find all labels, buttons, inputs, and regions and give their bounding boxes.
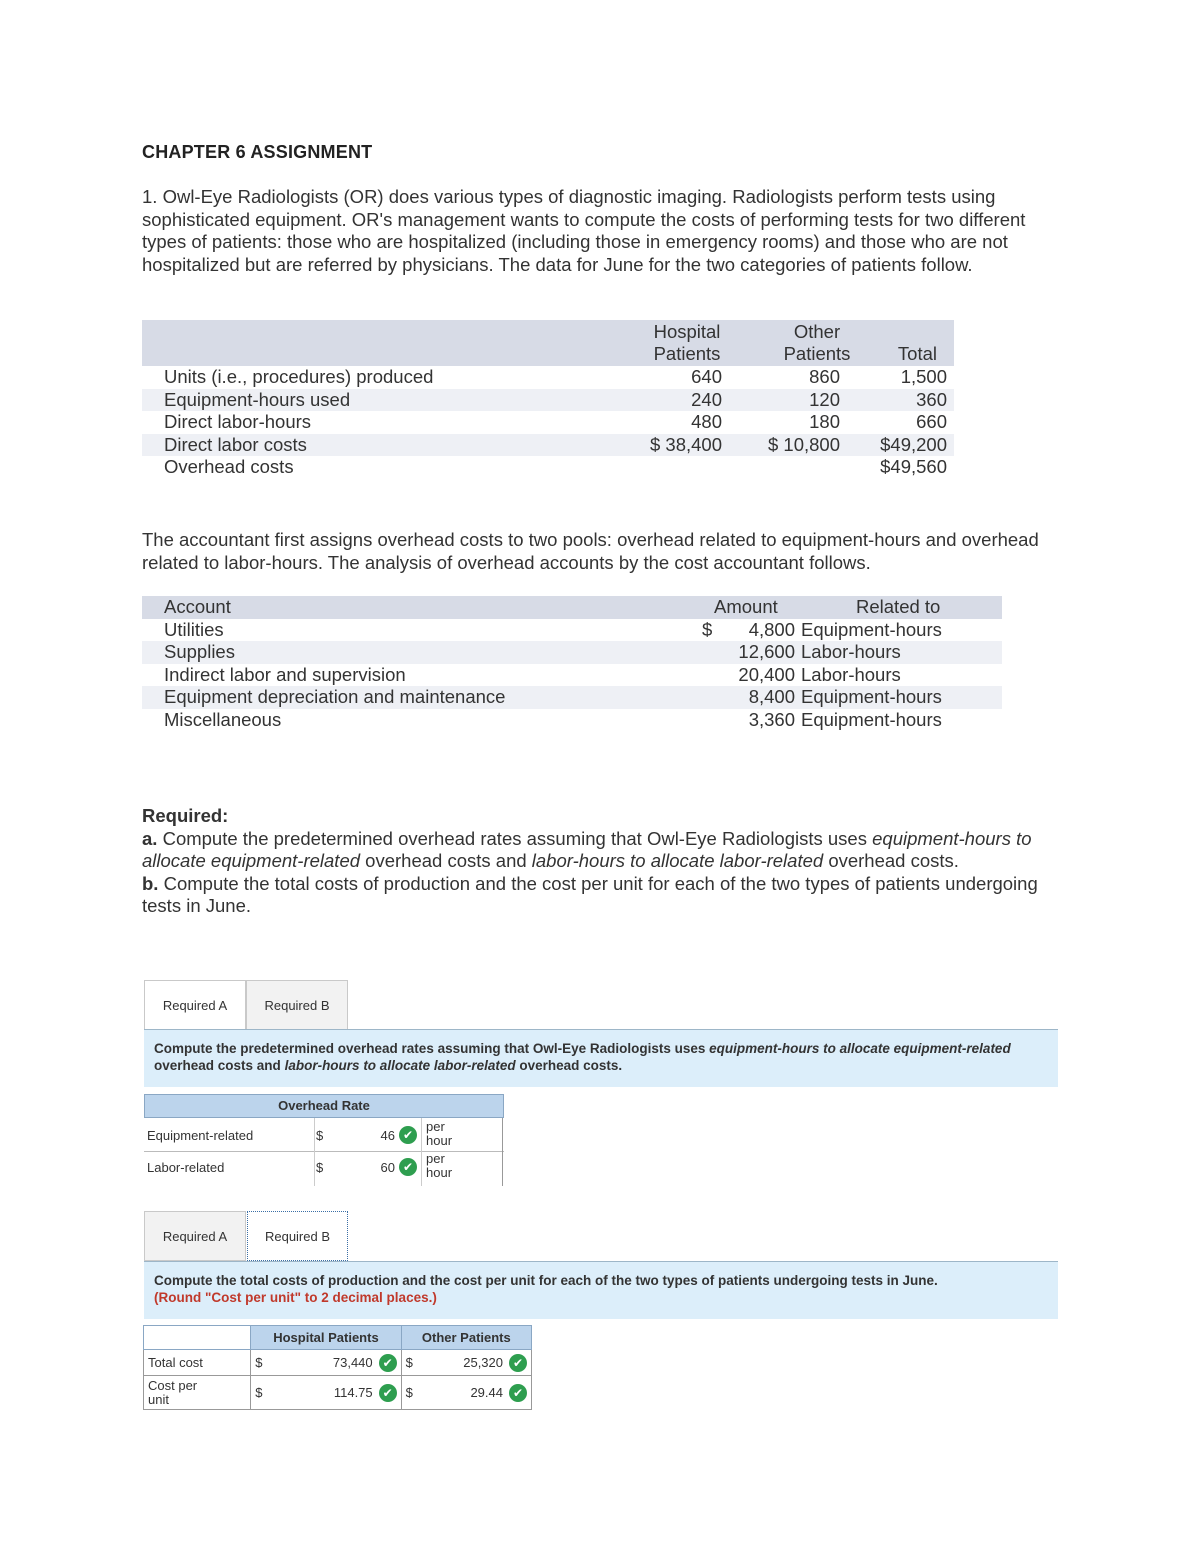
rate-row-labor: [144, 1152, 504, 1186]
other-value: 120: [809, 388, 840, 410]
check-icon: ✔: [509, 1384, 527, 1402]
instr-text: Compute the predetermined overhead rates assuming that Owl-Eye Radiologists uses: [154, 1041, 706, 1056]
amount-value: 20,400: [738, 663, 795, 685]
overhead-rate-header: Overhead Rate: [144, 1094, 504, 1118]
patient-row: [142, 434, 954, 457]
rate-row-equipment: [144, 1118, 504, 1152]
rate-input[interactable]: [314, 1152, 422, 1186]
other-value: 860: [809, 366, 840, 387]
dollar-sign: $: [255, 1355, 263, 1370]
unit-per: per: [426, 1151, 445, 1166]
total-value: $49,560: [880, 456, 947, 478]
overhead-row: [142, 664, 1002, 687]
rate-value: 46: [380, 1128, 395, 1143]
patient-row: [142, 366, 954, 389]
dollar-sign: $: [316, 1160, 324, 1175]
other-value: 180: [809, 411, 840, 433]
hospital-value: 480: [691, 411, 722, 433]
label-line: Cost per: [148, 1377, 198, 1393]
col-other-patients: Other Patients: [401, 1326, 531, 1350]
cost-row-label: Total cost: [144, 1350, 251, 1376]
required-b-text: Compute the total costs of production and the cost per unit for each of the two types of patients undergoing tests in June.: [142, 872, 1038, 917]
dollar-sign: $: [405, 1385, 413, 1400]
other-value: $ 10,800: [767, 433, 840, 455]
hospital-value: 240: [691, 388, 722, 410]
tab-required-a[interactable]: Required A: [144, 1211, 246, 1261]
total-value: 1,500: [900, 366, 947, 387]
intro-paragraph: 1. Owl-Eye Radiologists (OR) does various types of diagnostic imaging. Radiologists perform tests using sophisticated equipment. OR's management wants to compute the costs of performing tests for two different types of patients: those who are hospitalized (including those in emergency rooms) and those who are not hospitalized but are referred by physicians. The data for June for the two categories of patients follow.: [142, 186, 1026, 275]
rate-label: Equipment-related: [147, 1128, 254, 1143]
instr-text: overhead costs.: [519, 1058, 623, 1073]
instr-text: Compute the total costs of production and the cost per unit for each of the two types of patients undergoing tests in June.: [154, 1273, 938, 1288]
cost-table-header: [144, 1326, 532, 1350]
related-to-value: Equipment-hours: [801, 618, 942, 640]
header-hospital-2: Patients: [653, 343, 721, 364]
related-to-value: Equipment-hours: [801, 709, 942, 730]
required-a-text: Compute the predetermined overhead rates assuming that Owl-Eye Radiologists uses: [162, 827, 867, 849]
other-per-unit-input[interactable]: [401, 1376, 531, 1410]
cost-row-per-unit: [144, 1376, 532, 1410]
patient-row: [142, 389, 954, 412]
widget-a-instructions: [144, 1029, 1058, 1087]
tab-required-b[interactable]: Required B: [246, 980, 348, 1030]
row-label: Direct labor costs: [164, 433, 307, 455]
rate-input[interactable]: [314, 1118, 422, 1152]
account-name: Indirect labor and supervision: [164, 663, 406, 685]
col-hospital-patients: Hospital Patients: [251, 1326, 401, 1350]
header-total: Total: [897, 343, 937, 364]
instr-text: overhead costs and: [154, 1058, 281, 1073]
required-a-italic: labor-hours to allocate labor-related: [531, 850, 824, 872]
amount-value: 3,360: [748, 709, 795, 730]
unit-per: per: [426, 1119, 445, 1134]
label-line: unit: [148, 1391, 169, 1407]
required-section: [142, 805, 1062, 918]
amount-value: 8,400: [748, 686, 795, 708]
required-a-text: overhead costs.: [828, 850, 959, 872]
check-icon: ✔: [379, 1384, 397, 1402]
header-account: Account: [164, 596, 231, 617]
required-heading: Required:: [142, 805, 229, 826]
widget-b-instructions: [144, 1261, 1058, 1319]
header-amount: Amount: [714, 596, 778, 617]
instr-italic: equipment-hours to allocate equipment-related: [709, 1041, 1011, 1056]
total-value: $49,200: [880, 433, 947, 455]
hospital-value: 640: [691, 366, 722, 387]
rate-unit: [426, 1152, 452, 1180]
cost-row-label: [144, 1376, 251, 1410]
overhead-row: [142, 619, 1002, 642]
blank-header: [144, 1326, 251, 1350]
patient-row: [142, 411, 954, 434]
row-label: Direct labor-hours: [164, 411, 312, 433]
overhead-table-header: [142, 596, 1002, 619]
required-a-text: overhead costs and: [365, 850, 527, 872]
rate-unit: [426, 1120, 452, 1148]
rate-label: Labor-related: [147, 1160, 225, 1175]
patient-data-table: [142, 320, 954, 490]
unit-hour: hour: [426, 1165, 453, 1180]
overhead-accounts-table: [142, 596, 1002, 736]
header-hospital-1: Hospital: [653, 321, 721, 342]
tab-required-b[interactable]: Required B: [247, 1211, 348, 1261]
overhead-row: [142, 709, 1002, 732]
other-total-input[interactable]: [401, 1350, 531, 1376]
row-label: Equipment-hours used: [164, 388, 351, 410]
dollar-sign: $: [316, 1128, 324, 1143]
hospital-total-input[interactable]: [251, 1350, 401, 1376]
header-other-1: Other: [793, 321, 841, 342]
row-label: Overhead costs: [164, 456, 294, 478]
second-paragraph: The accountant first assigns overhead costs to two pools: overhead related to equipment-hours and overhead related to labor-hours. The analysis of overhead accounts by the cost accountant follows.: [142, 529, 1039, 573]
account-name: Miscellaneous: [164, 709, 282, 730]
amount-value: 12,600: [738, 641, 795, 663]
check-icon: ✔: [509, 1354, 527, 1372]
account-name: Equipment depreciation and maintenance: [164, 686, 506, 708]
row-label: Units (i.e., procedures) produced: [164, 366, 434, 387]
account-name: Supplies: [164, 641, 235, 663]
overhead-row: [142, 641, 1002, 664]
tab-required-a[interactable]: Required A: [144, 980, 246, 1030]
header-other-2: Patients: [783, 343, 851, 364]
cost-table: [143, 1325, 532, 1410]
dollar-sign: $: [702, 618, 713, 640]
total-value: 360: [916, 388, 947, 410]
table-border: [502, 1118, 503, 1152]
patient-row: [142, 456, 954, 479]
hospital-total-value: 73,440: [332, 1355, 373, 1370]
other-total-value: 25,320: [463, 1355, 503, 1370]
check-icon: ✔: [399, 1126, 417, 1144]
hospital-per-unit-value: 114.75: [333, 1385, 373, 1400]
required-b: [142, 873, 1062, 918]
amount-value: 4,800: [748, 618, 795, 640]
other-per-unit-value: 29.44: [470, 1385, 503, 1400]
cost-row-total: [144, 1350, 532, 1376]
overhead-row: [142, 686, 1002, 709]
hospital-value: $ 38,400: [649, 433, 722, 455]
patient-table-header: [142, 320, 954, 366]
check-icon: ✔: [379, 1354, 397, 1372]
total-value: 660: [916, 411, 947, 433]
required-a-italic: equipment-hours to allocate equipment-related: [142, 827, 1032, 872]
header-related-to: Related to: [856, 596, 941, 617]
chapter-title: CHAPTER 6 ASSIGNMENT: [142, 142, 373, 162]
account-name: Utilities: [164, 618, 224, 640]
required-b-label: b.: [142, 872, 159, 894]
hospital-per-unit-input[interactable]: [251, 1376, 401, 1410]
related-to-value: Labor-hours: [801, 641, 901, 663]
table-border: [502, 1152, 503, 1186]
dollar-sign: $: [255, 1385, 263, 1400]
related-to-value: Labor-hours: [801, 663, 901, 685]
unit-hour: hour: [426, 1133, 453, 1148]
required-a-label: a.: [142, 827, 158, 849]
rate-value: 60: [380, 1160, 395, 1175]
overhead-rate-table: [144, 1094, 504, 1186]
instr-rounding-note: (Round "Cost per unit" to 2 decimal places.): [154, 1290, 437, 1305]
check-icon: ✔: [399, 1158, 417, 1176]
instr-italic: labor-hours to allocate labor-related: [284, 1058, 516, 1073]
related-to-value: Equipment-hours: [801, 686, 942, 708]
dollar-sign: $: [405, 1355, 413, 1370]
required-a: [142, 828, 1062, 873]
